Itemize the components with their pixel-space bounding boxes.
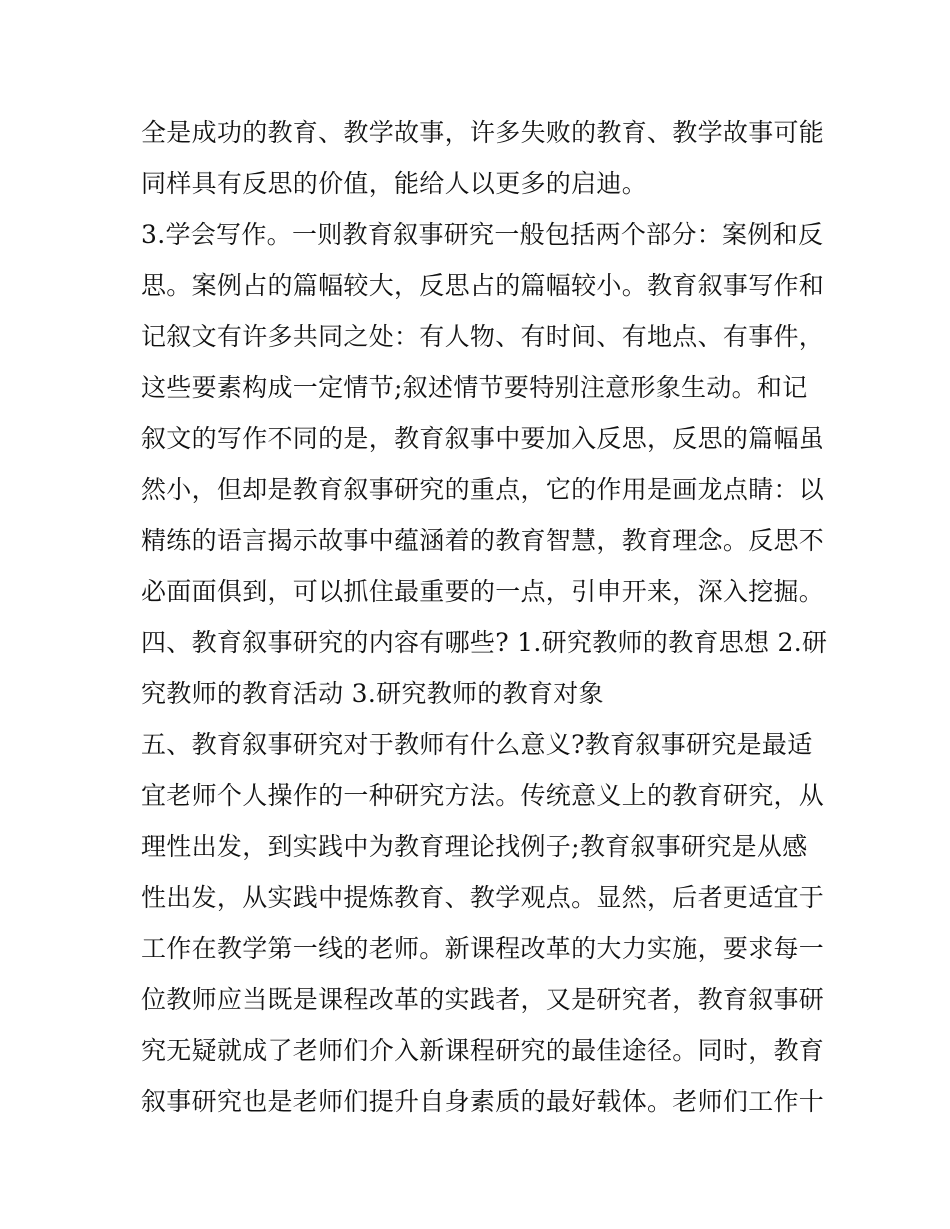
text-line: 精练的语言揭示故事中蕴涵着的教育智慧，教育理念。反思不: [141, 526, 825, 555]
text-line: 然小，但却是教育叙事研究的重点，它的作用是画龙点睛：以: [141, 475, 825, 504]
text-line: 3.学会写作。一则教育叙事研究一般包括两个部分：案例和反: [141, 220, 824, 249]
text-line: 性出发，从实践中提炼教育、教学观点。显然，后者更适宜于: [141, 883, 825, 912]
text-line: 必面面俱到，可以抓住最重要的一点，引申开来，深入挖掘。: [141, 577, 825, 606]
text-line: 全是成功的教育、教学故事，许多失败的教育、教学故事可能: [141, 118, 825, 147]
text-line: 究教师的教育活动 3.研究教师的教育对象: [141, 679, 604, 708]
text-line: 工作在教学第一线的老师。新课程改革的大力实施，要求每一: [141, 934, 825, 963]
text-line: 这些要素构成一定情节;叙述情节要特别注意形象生动。和记: [141, 373, 808, 402]
text-line: 同样具有反思的价值，能给人以更多的启迪。: [141, 169, 648, 198]
text-line: 位教师应当既是课程改革的实践者，又是研究者，教育叙事研: [141, 985, 825, 1014]
text-line: 叙文的写作不同的是，教育叙事中要加入反思，反思的篇幅虽: [141, 424, 825, 453]
text-line: 宜老师个人操作的一种研究方法。传统意义上的教育研究，从: [141, 781, 825, 810]
body-text: [141, 107, 828, 1127]
text-line: 理性出发，到实践中为教育理论找例子;教育叙事研究是从感: [141, 832, 808, 861]
text-line: 叙事研究也是老师们提升自身素质的最好载体。老师们工作十: [141, 1087, 825, 1116]
text-line: 记叙文有许多共同之处：有人物、有时间、有地点、有事件，: [141, 322, 825, 351]
text-line: 四、教育叙事研究的内容有哪些? 1.研究教师的教育思想 2.研: [141, 628, 828, 657]
text-line: 思。案例占的篇幅较大，反思占的篇幅较小。教育叙事写作和: [141, 271, 825, 300]
text-line: 究无疑就成了老师们介入新课程研究的最佳途径。同时，教育: [141, 1036, 825, 1065]
text-line: 五、教育叙事研究对于教师有什么意义?教育叙事研究是最适: [141, 730, 813, 759]
